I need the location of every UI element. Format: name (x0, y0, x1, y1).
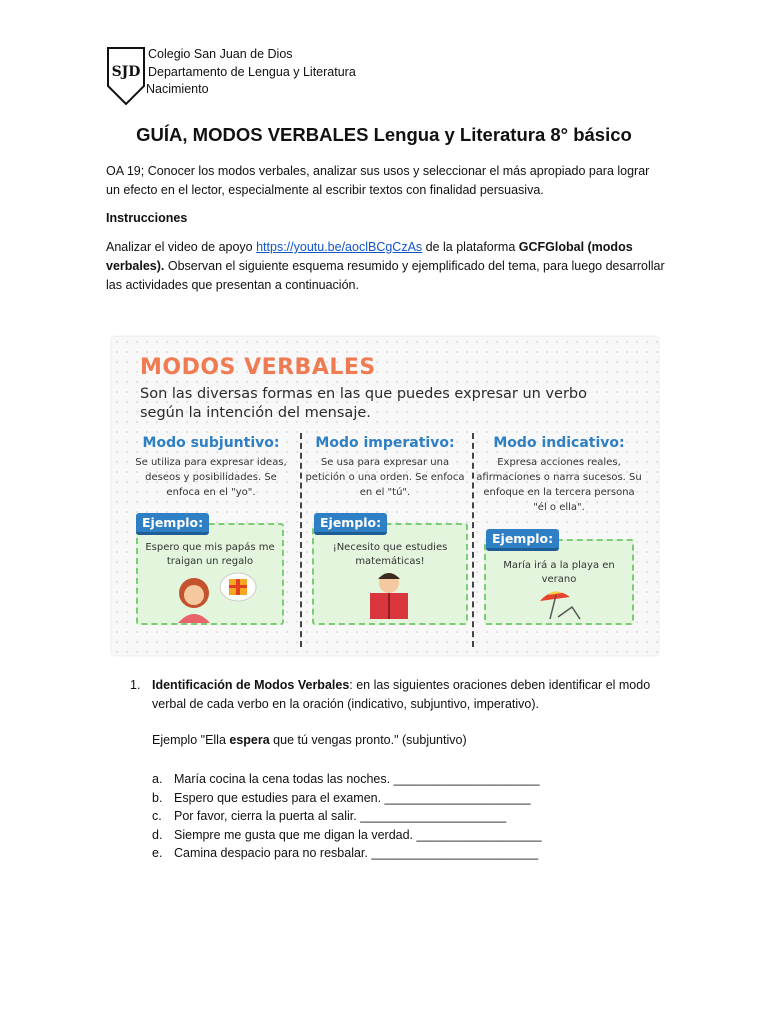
beach-umbrella-icon (536, 587, 586, 621)
scheme-subtitle: Son las diversas formas en las que puedes expresar un verbo según la intención del mensaje. (140, 386, 587, 421)
instructions-text (106, 238, 666, 295)
mode-heading: Modo indicativo: (493, 435, 625, 451)
example-pre: Ejemplo "Ella (152, 733, 230, 747)
list-item[interactable] (152, 844, 542, 863)
question-number: 1. (130, 678, 141, 692)
list-item[interactable] (152, 807, 542, 826)
example-post: que tú vengas pronto." (subjuntivo) (269, 733, 467, 747)
example-box (312, 523, 468, 625)
school-name: Colegio San Juan de Dios (148, 47, 293, 61)
list-item[interactable] (152, 770, 542, 789)
item-text: María cocina la cena todas las noches. _____________________ (174, 772, 540, 786)
question-text (152, 676, 662, 714)
item-letter: c. (152, 809, 162, 823)
item-letter: a. (152, 772, 163, 786)
mode-description: Se utiliza para expresar ideas, deseos y posibilidades. Se enfoca en el "yo". (135, 457, 287, 498)
example-box (136, 523, 284, 625)
scheme-title: MODOS VERBALES (140, 355, 376, 380)
example-text: María irá a la playa en verano (503, 560, 615, 585)
column-divider (472, 433, 474, 647)
item-letter: d. (152, 827, 163, 842)
list-item[interactable] (152, 789, 542, 808)
example-box (484, 539, 634, 625)
item-text: Por favor, cierra la puerta al salir. _____________________ (174, 809, 507, 823)
example-text: Espero que mis papás me traigan un regalo (145, 542, 275, 567)
instructions-post: Observan el siguiente esquema resumido y ejemplificado del tema, para luego desarrollar las actividades que presentan a continuación. (106, 259, 665, 292)
item-letter: e. (152, 846, 163, 860)
scheme-image (112, 337, 658, 655)
example-text: ¡Necesito que estudies matemáticas! (332, 542, 448, 567)
instructions-mid: de la plataforma (422, 240, 519, 254)
school-logo (106, 46, 146, 106)
school-header (148, 46, 356, 99)
mode-description: Expresa acciones reales, afirmaciones o narra sucesos. Su enfoque en la tercera persona "él o ella". (476, 457, 642, 513)
example-tag: Ejemplo: (314, 513, 387, 535)
mode-heading: Modo imperativo: (315, 435, 455, 451)
instructions-pre: Analizar el video de apoyo (106, 240, 257, 254)
mode-column-indicativo (476, 435, 642, 515)
objective-text: OA 19; Conocer los modos verbales, analizar sus usos y seleccionar el más apropiado para lograr un efecto en el lector, especialmente al escribir textos con finalidad persuasiva. (106, 164, 650, 197)
mode-column-imperativo (302, 435, 468, 500)
example-verb: espera (229, 733, 270, 747)
item-text: Espero que estudies para el examen. _____________________ (174, 790, 531, 805)
page-title: GUÍA, MODOS VERBALES Lengua y Literatura 8° básico (136, 124, 632, 145)
example-tag: Ejemplo: (486, 529, 559, 551)
question-example (152, 733, 467, 747)
location-name: Nacimiento (146, 82, 209, 96)
mode-heading: Modo subjuntivo: (142, 435, 280, 451)
example-tag: Ejemplo: (136, 513, 209, 535)
department-name: Departamento de Lengua y Literatura (148, 64, 356, 79)
item-text: Siempre me gusta que me digan la verdad. __________________ (174, 827, 542, 842)
student-book-icon (364, 565, 414, 623)
girl-gift-icon (168, 569, 258, 623)
platform-name: GCFGlobal (modos verbales). (106, 240, 633, 273)
question-instructions: : en las siguientes oraciones deben identificar el modo verbal de cada verbo en la oración (indicativo, subjuntivo, imperativo). (152, 678, 651, 711)
mode-description: Se usa para expresar una petición o una orden. Se enfoca en el "tú". (305, 457, 465, 498)
instructions-heading: Instrucciones (106, 211, 188, 225)
svg-text:SJD: SJD (111, 64, 141, 80)
question-items (152, 770, 542, 863)
mode-column-subjuntivo (128, 435, 294, 500)
item-letter: b. (152, 790, 163, 805)
item-text: Camina despacio para no resbalar. ________________________ (174, 846, 539, 860)
video-link[interactable]: https://youtu.be/aoclBCgCzAs (256, 240, 423, 254)
list-item[interactable] (152, 826, 542, 845)
question-title: Identificación de Modos Verbales (152, 678, 350, 692)
